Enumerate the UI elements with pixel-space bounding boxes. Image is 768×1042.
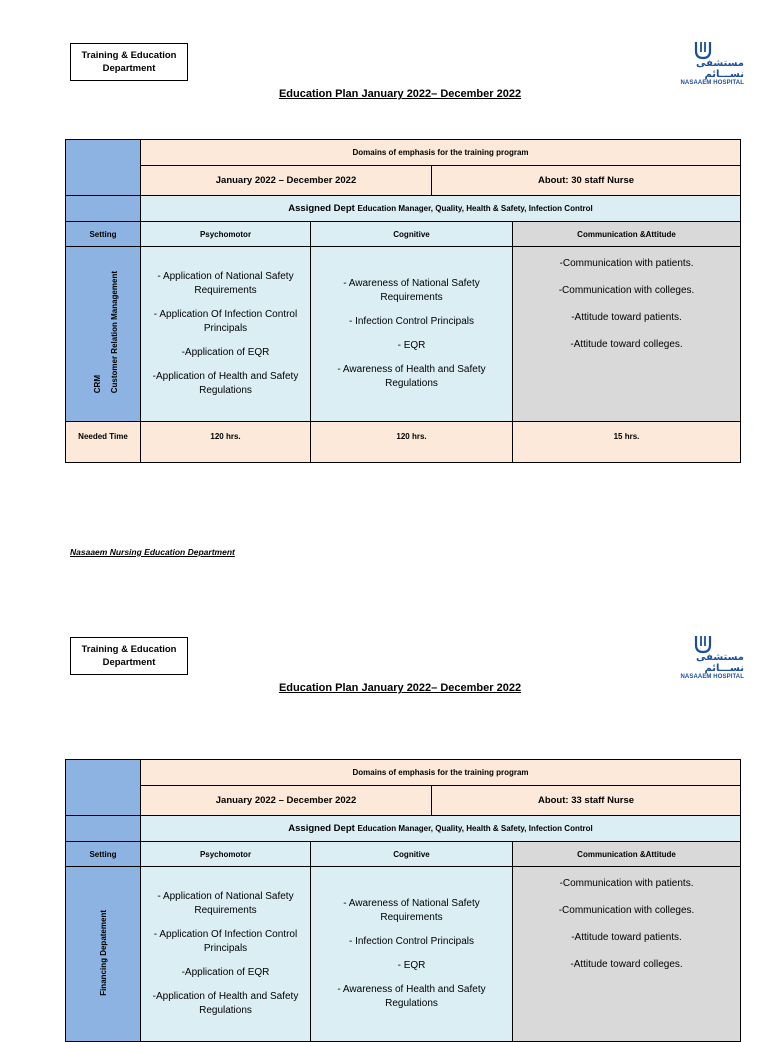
about-cell: About: 30 staff Nurse <box>432 166 741 196</box>
setting-side-label <box>66 247 141 422</box>
setting-label: Setting <box>66 842 141 867</box>
list-item: -Communication with patients. <box>559 878 694 889</box>
list-item: - Infection Control Principals <box>348 316 475 327</box>
psychomotor-time: 120 hrs. <box>141 422 311 463</box>
psychomotor-header: Psychomotor <box>141 222 311 247</box>
cognitive-header: Cognitive <box>311 222 513 247</box>
department-box <box>70 637 188 675</box>
setting-side-label <box>66 867 141 1042</box>
list-item: -Communication with colleges. <box>558 905 695 916</box>
communication-header: Communication &Attitude <box>513 222 741 247</box>
blank-cell <box>66 816 141 842</box>
department-box <box>70 43 188 81</box>
crm-label: CRM <box>92 375 102 394</box>
period-cell: January 2022 – December 2022 <box>141 786 432 816</box>
assigned-dept-list: Education Manager, Quality, Health & Safety, Infection Control <box>357 204 593 213</box>
assigned-dept-cell <box>141 196 741 222</box>
cognitive-list <box>311 867 513 1042</box>
period-cell: January 2022 – December 2022 <box>141 166 432 196</box>
list-item: - Infection Control Principals <box>348 936 475 947</box>
hospital-logo-icon <box>692 40 714 60</box>
list-item: -Communication with patients. <box>559 258 694 269</box>
list-item: - Awareness of National Safety Requirements <box>343 898 480 923</box>
list-item: - Application of National Safety Requirements <box>157 891 294 916</box>
list-item: -Attitude toward colleges. <box>570 959 683 970</box>
logo-arabic-text: مستشفى نســـائم <box>696 58 744 80</box>
department-line-2: Department <box>102 657 156 668</box>
about-cell: About: 33 staff Nurse <box>432 786 741 816</box>
footer-note: Nasaaem Nursing Education Department <box>70 547 235 557</box>
list-item: -Application of EQR <box>181 347 270 358</box>
list-item: -Application of Health and Safety Regulations <box>152 371 299 396</box>
list-item: -Attitude toward colleges. <box>570 339 683 350</box>
list-item: - Awareness of Health and Safety Regulations <box>337 984 486 1009</box>
assigned-dept-label: Assigned Dept <box>288 823 355 834</box>
communication-list <box>513 867 741 1042</box>
hospital-logo-icon <box>692 634 714 654</box>
education-plan-table <box>65 759 741 1042</box>
department-line-2: Department <box>102 63 156 74</box>
cognitive-header: Cognitive <box>311 842 513 867</box>
domains-title: Domains of emphasis for the training program <box>141 760 741 786</box>
list-item: - Awareness of Health and Safety Regulations <box>337 364 486 389</box>
list-item: - Application of National Safety Requirements <box>157 271 294 296</box>
logo-english-text: NASAAEM HOSPITAL <box>680 80 744 86</box>
psychomotor-list <box>141 867 311 1042</box>
education-plan-table <box>65 139 741 463</box>
assigned-dept-label: Assigned Dept <box>288 203 355 214</box>
hospital-logo <box>664 40 744 86</box>
psychomotor-list <box>141 247 311 422</box>
assigned-dept-list: Education Manager, Quality, Health & Safety, Infection Control <box>357 824 593 833</box>
domains-title: Domains of emphasis for the training program <box>141 140 741 166</box>
blank-cell <box>66 196 141 222</box>
assigned-dept-cell <box>141 816 741 842</box>
cognitive-time: 120 hrs. <box>311 422 513 463</box>
psychomotor-header: Psychomotor <box>141 842 311 867</box>
logo-english-text: NASAAEM HOSPITAL <box>680 674 744 680</box>
list-item: -Attitude toward patients. <box>571 312 682 323</box>
communication-time: 15 hrs. <box>513 422 741 463</box>
list-item: - Application Of Infection Control Principals <box>153 929 298 954</box>
department-line-1: Training & Education <box>81 50 177 61</box>
plan-title: Education Plan January 2022– December 2022 <box>278 682 522 694</box>
financing-label: Financing Depatement <box>98 909 108 996</box>
list-item: -Application of Health and Safety Regulations <box>152 991 299 1016</box>
list-item: - Awareness of National Safety Requirements <box>343 278 480 303</box>
list-item: -Attitude toward patients. <box>571 932 682 943</box>
department-line-1: Training & Education <box>81 644 177 655</box>
list-item: -Application of EQR <box>181 967 270 978</box>
plan-title: Education Plan January 2022– December 2022 <box>278 88 522 100</box>
hospital-logo <box>664 634 744 680</box>
communication-header: Communication &Attitude <box>513 842 741 867</box>
needed-time-label: Needed Time <box>66 422 141 463</box>
communication-list <box>513 247 741 422</box>
list-item: - Application Of Infection Control Principals <box>153 309 298 334</box>
corner-cell <box>66 140 141 196</box>
list-item: -Communication with colleges. <box>558 285 695 296</box>
setting-label: Setting <box>66 222 141 247</box>
cognitive-list <box>311 247 513 422</box>
list-item: - EQR <box>397 960 426 971</box>
corner-cell <box>66 760 141 816</box>
customer-relation-label: Customer Relation Management <box>110 271 120 394</box>
logo-arabic-text: مستشفى نســـائم <box>696 652 744 674</box>
list-item: - EQR <box>397 340 426 351</box>
